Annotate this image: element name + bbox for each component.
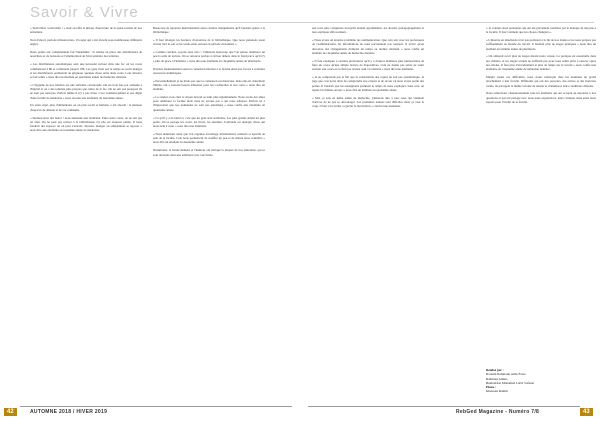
text-column-1 <box>30 26 142 136</box>
paragraph: « Il faut expliquer à certains professeurs qu'il y a d'autres manières plus intéressantes de faire un cours qu'une simple lecture de diapositives. Cela ne donne pas envie de venir assister aux cours et on finit par réviser seul à la maison » nous dira une étudiante. <box>312 58 424 72</box>
paragraph: « Je ne comprends pas le fait que la consultation des copies ne soit pas systématique. Je juge que c'est notre droit de comprendre nos erreurs et de savoir où nous avons perdu des points. Il faudrait que les enseignants prennent le temps de nous expliquer. Sans cela, on répète les mêmes erreurs » nous dira un étudiant en quatrième année. <box>312 75 424 92</box>
paragraph: « Je connais deux personnes qui ont été gravement touchées par le manque de moyens à la faculté. Il faut vraiment que les choses changent ». <box>486 26 596 35</box>
paragraph: « L'hygiène de nos toilettes est une véritable catastrophe. On est trois fois par semaine à l'hôpital et on a des toilettes plus propres que celles de la fac. On ne sait pas pourquoi ils ne sont pas nettoyés. Parfois même il n'y a pas d'eau. C'est vraiment gênant et pas digne d'une faculté de médecine » nous raconte une étudiante de deuxième année. <box>30 82 142 100</box>
paragraph: Néanmoins, la bonne humeur et l'humour ont marqué la plupart de nos entretiens, qui se sont déroulés dans une ambiance très conviviale. <box>153 148 265 157</box>
credit-name: Rouaibi Rahmoun Amir Fares <box>486 372 526 377</box>
paragraph: « Yeah rifka! wesh nhfet ! » était en effet la phrase d'ouverture de la quasi-totalité de nos entretiens. <box>30 26 142 35</box>
paragraph: « On aimerait avoir plus de stages durant notre cursus. La pratique est essentielle dans nos métiers, et les stages actuels ne suffisent pas pour nous sentir prêts à exercer après nos études. Il faut plus d'encadrement et plus de temps sur le terrain » nous confie une étudiante en cinquième année de médecine dentaire. <box>486 54 596 72</box>
paragraph: « Ce qu'il y a de bien ici, c'est que les gens sont solidaires. Les plus grands aident les plus petits. On se partage les cours, les livres, les résumés. L'entraide est quelque chose qui nous tient à cœur » nous dira une étudiante. <box>153 115 265 129</box>
paragraph: Malgré toutes ces difficultés, nous avons remarqué chez les étudiants un grand attachement à leur faculté. Différents qui ont des parcours, des envies et des horizons variés, ils partagent la même volonté de réussir et d'améliorer leurs conditions d'études. <box>486 75 596 88</box>
credit-line <box>486 385 598 394</box>
credit-name: Rahmani Amina <box>486 376 508 381</box>
paragraph: Nous remercions chaleureusement tous les étudiants qui ont accepté de répondre à nos questions et qui ont partagé avec nous leurs expériences, leurs critiques mais aussi leurs espoirs pour l'avenir de la faculté. <box>486 91 596 104</box>
credit-line <box>486 368 598 377</box>
paragraph: Un autre sujet, plus d'alimentaire ou un plus social et humain, a été abordé : le manque d'espaces de détente et de vie commune. <box>30 103 142 112</box>
paragraph: « Moi, je suis en 4ème année de médecine, j'aimerais dire à tous ceux qui viennent d'arriver de ne pas se décourager. Les premières années sont difficiles mais ça vaut le coup. Il faut s'accrocher et garder la motivation » conclut une étudiante. <box>312 95 424 109</box>
paragraph: aux tests plus complexes lorsqu'ils étaient appréhendés, les aborder pédagogiquement et leur expliquer efficacement. <box>312 26 424 35</box>
paragraph: « Donnez-nous des bancs ! nous demande une étudiante. Entre deux cours, on ne sait pas où aller. On ne peut pas réviser à la bibliothèque car elle est toujours pleine. Il nous faudrait des espaces où on peut s'asseoir, discuter, manger ou simplement se reposer » nous dira une étudiante en troisième année de médecine. <box>30 115 142 133</box>
credit-name: Khelaoui Rahim <box>486 389 508 394</box>
credit-label: Réalisé par : <box>486 368 504 372</box>
credits <box>486 368 598 394</box>
footer-rule-left <box>20 406 292 407</box>
text-column-2 <box>153 26 265 160</box>
text-column-3 <box>312 26 424 112</box>
page-title: Savoir & Vivre <box>30 4 139 21</box>
paragraph: « Comme certains, soyons sans vélo ! J'aimerais beaucoup que l'on puisse améliorer un peu la salle de lecture. On se retrouve parfois à réviser dehors dans le froid parce qu'il n'y a plus de place à l'intérieur » nous dira une étudiante en cinquième année de pharmacie. <box>153 50 265 63</box>
footer-rule-right <box>308 406 580 407</box>
footer-issue-date: AUTOMNE 2018 / HIVER 2019 <box>30 409 108 415</box>
text-column-4 <box>486 26 596 108</box>
paragraph: Tout d'abord, parlons infrastructure. Un sujet qui a été abordé sous nombreuses différents angles. <box>30 38 142 47</box>
paragraph: « L'internat en pharmacie n'est pas pertinent à la fin de nos études et ne nous prépare pas suffisamment au monde du travail. Il faudrait plus de stages pratiques » nous dira un étudiant en sixième année de pharmacie. <box>486 38 596 51</box>
credit-label: Photo : <box>486 385 497 390</box>
title-rule <box>118 22 594 23</box>
paragraph: D'autres mentionnaient aussi la connexion internet à la faculté ainsi que l'accès à certaines ressources numériques. <box>153 66 265 75</box>
paragraph: Beaucoup de réponses mentionnaient aussi certains changements qu'il faudrait opérer à la bibliothèque : <box>153 26 265 35</box>
footer-page-number-left: 42 <box>4 408 17 416</box>
paragraph: « Nous avons un énorme problème de communication. Que cela soit avec les professeurs ou l'administration, les informations ne nous parviennent pas toujours. Il arrive qu'on découvre des changements d'emploi du temps au dernier moment » nous confie un étudiant de cinquième année de médecine dentaire. <box>312 38 424 55</box>
footer-page-number-right: 43 <box>580 408 593 416</box>
credit-name: Benhaddou Mohamed Larbi Sofiane <box>486 380 535 385</box>
paragraph: « Il faut allonger les horaires d'ouverture de la bibliothèque. Que nous puissions aussi réviser tard le soir et les week-ends, surtout en période d'examens ». <box>153 38 265 47</box>
footer-magazine-name: RebGed Magazine - Numéro 7/8 <box>456 409 540 415</box>
paragraph: « Personnellement je ne dirais pas que la connexion est mauvaise, mais elle est clairement limitée. On a souvent besoin d'internet pour nos recherches et nos cours » nous dira un étudiant. <box>153 78 265 92</box>
paragraph: Deux points ont complètement fait l'unanimité : la remise en place des distributeurs de nourriture et de boissons et l'amélioration de l'état sanitaire des toilettes. <box>30 50 142 59</box>
paragraph: « Le rendez-vous chez le doyen devrait se tenir plus régulièrement. Nous avons des idées pour améliorer la faculté mais nous ne savons pas à qui nous adresser. Parfois on a l'impression que nos demandes ne sont pas entendues » nous confie une étudiante en quatrième année. <box>153 94 265 112</box>
paragraph: « Les distributeurs automatiques sont une nécessité surtout dans une fac où les cours commencent à 8h et continuent jusqu'à 18h. Les gens n'ont pas le temps de sortir manger et les distributeurs permettent de grignoter quelque chose entre deux cours. Leur absence se fait sentir » nous dira un étudiant en quatrième année de médecine dentaire. <box>30 62 142 80</box>
paragraph: « Nous aimerions aussi que l'on organise davantage d'événements culturels et sportifs au sein de la faculté. Cela nous permettrait de souffler un peu et de mieux nous connaître » nous dira un étudiant en deuxième année. <box>153 131 265 145</box>
